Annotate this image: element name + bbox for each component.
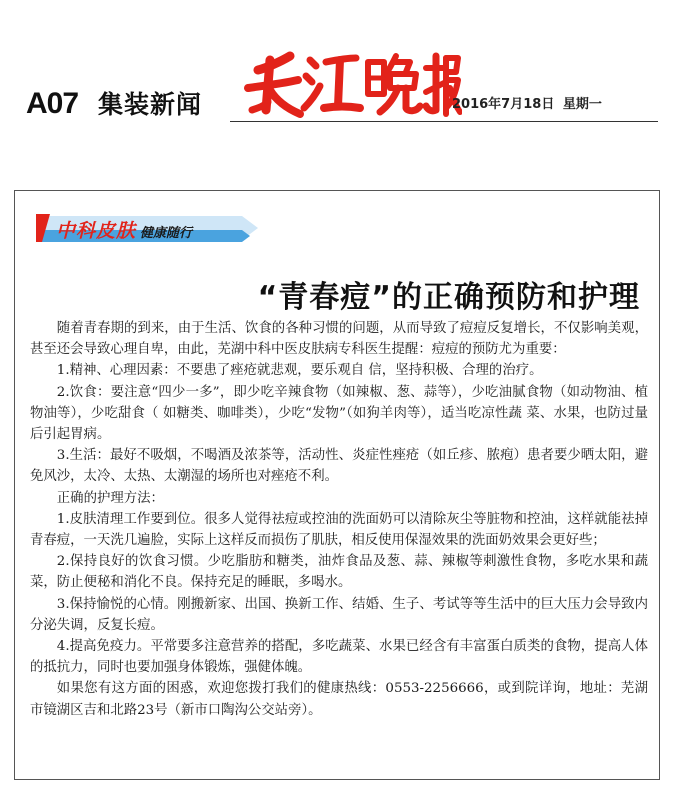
masthead-rule: [230, 121, 658, 122]
weekday-text: 星期一: [562, 97, 602, 112]
page-number: A07: [26, 87, 79, 120]
paragraph-contact: 如果您有这方面的困惑，欢迎您拨打我们的健康热线：0553-2256666，或到院详询，地址：芜湖市镜湖区吉和北路23号（新市口陶沟公交站旁）。: [30, 681, 648, 718]
article-headline: “青春痘”的正确预防和护理: [257, 280, 640, 316]
paragraph-care-heading: 正确的护理方法：: [56, 490, 164, 506]
logo-calligraphy-icon: [240, 48, 462, 124]
paragraph-care-4: 4.提高免疫力。平常要多注意营养的搭配，多吃蔬菜、水果已经含有丰富蛋白质类的食物，提高人体的抵抗力，同时也要加强身体锻炼，强健体魄。: [30, 639, 648, 676]
paragraph-prevention-2: 2.饮食：要注意“四少一多”，即少吃辛辣食物（如辣椒、葱、蒜等），少吃油腻食物（如动物油、植物油等），少吃甜食（ 如糖类、咖啡类），少吃“发物”（如狗羊肉等），适当吃凉性蔬 菜、水果，也防过量后引起胃病。: [30, 384, 648, 443]
paragraph-care-3: 3.保持愉悦的心情。刚搬新家、出国、换新工作、结婚、生子、考试等等生活中的巨大压力会导致内分泌失调，反复长痘。: [30, 596, 648, 633]
paragraph-prevention-3: 3.生活：最好不吸烟，不喝酒及浓茶等，活动性、炎症性痤疮（如丘疹、脓疱）患者要少晒太阳，避免风沙，太冷、太热、太潮湿的场所也对痤疮不利。: [30, 448, 648, 485]
article-body: [30, 318, 648, 721]
section-name: 集装新闻: [98, 90, 203, 119]
issue-date: [452, 96, 602, 114]
date-text: 2016年7月18日: [452, 97, 555, 112]
paragraph-prevention-1: 1.精神、心理因素：不要患了痤疮就悲观，要乐观自 信，坚持积极、合理的治疗。: [56, 363, 543, 379]
paragraph-care-1: 1.皮肤清理工作要到位。很多人觉得祛痘或控油的洗面奶可以清除灰尘等脏物和控油，这样就能祛掉青春痘，一天洗几遍脸，实际上这样反而损伤了肌肤，相反使用保湿效果的洗面奶效果会更好些；: [30, 511, 648, 549]
column-subtitle: 健康随行: [140, 226, 193, 241]
newspaper-logo: [240, 48, 462, 124]
paragraph-intro: 随着青春期的到来，由于生活、饮食的各种习惯的问题，从而导致了痘痘反复增长，不仅影响美观，甚至还会导致心理自卑，由此，芜湖中科中医皮肤病专科医生提醒：痘痘的预防尤为重要：: [30, 321, 648, 358]
paragraph-care-2: 2.保持良好的饮食习惯。少吃脂肪和糖类，油炸食品及葱、蒜、辣椒等刺激性食物，多吃水果和蔬菜，防止便秘和消化不良。保持充足的睡眠，多喝水。: [30, 554, 648, 591]
masthead: [0, 0, 676, 130]
column-name: 中科皮肤: [56, 220, 137, 242]
column-banner: [36, 210, 260, 246]
